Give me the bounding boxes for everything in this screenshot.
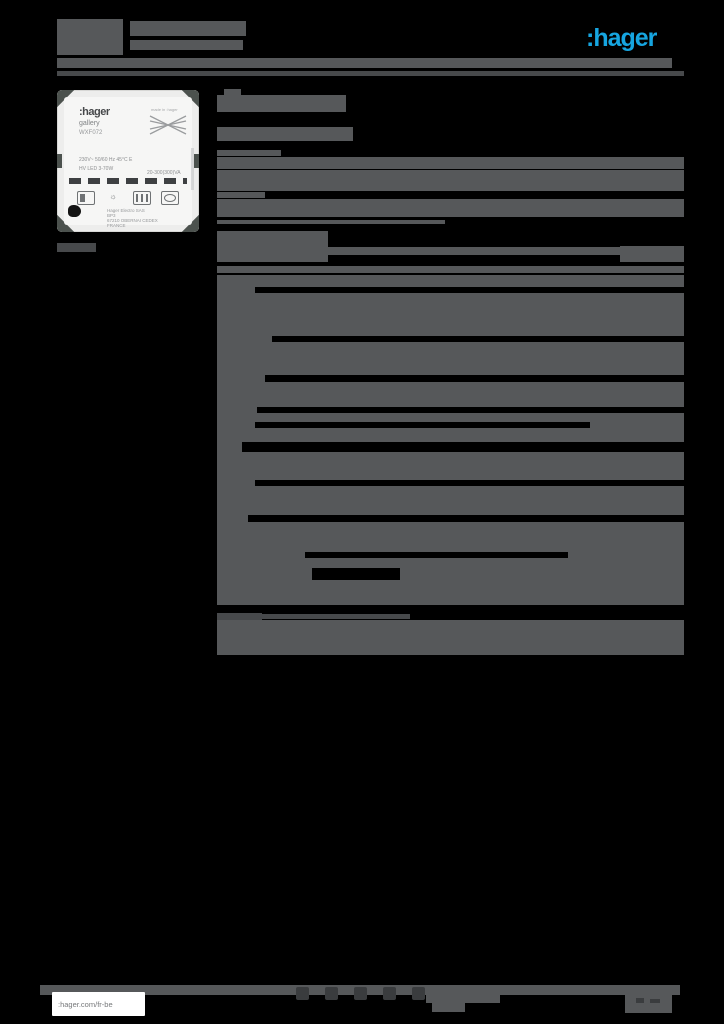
module-side-notch — [57, 154, 62, 168]
social-caption-bar — [432, 1003, 465, 1012]
voltage-rating-text: 230V~ 50/60 Hz 45°C E — [79, 157, 133, 163]
social-caption-bar — [426, 995, 500, 1003]
approval-mark — [68, 205, 81, 217]
redacted-text-bar — [57, 71, 684, 76]
wiring-diagram-icon — [147, 113, 189, 137]
redacted-text-bar — [590, 420, 684, 428]
redacted-text-bar — [57, 19, 123, 55]
module-range-text: gallery — [79, 120, 100, 127]
redacted-text-bar — [217, 199, 684, 217]
module-brand-text: :hager — [79, 106, 110, 118]
redacted-text-bar — [262, 614, 410, 619]
redacted-text-bar — [217, 309, 684, 336]
redacted-text-bar — [217, 95, 346, 112]
footer-page-badge — [625, 985, 672, 1013]
redacted-text-bar — [217, 442, 242, 452]
redacted-text-bar — [217, 192, 265, 198]
redacted-text-bar — [57, 58, 672, 68]
product-photo — [57, 90, 199, 232]
redacted-text-bar — [217, 428, 684, 442]
redacted-text-bar — [217, 266, 684, 273]
redacted-text-bar — [217, 220, 445, 224]
redacted-text-bar — [322, 247, 624, 255]
module-reference-text: WXF072 — [79, 130, 103, 136]
redacted-text-bar — [130, 40, 243, 50]
redacted-text-bar — [217, 375, 265, 382]
redacted-text-bar — [130, 21, 246, 36]
redacted-text-bar — [57, 243, 96, 252]
redacted-text-bar — [217, 486, 684, 515]
redacted-text-bar — [217, 382, 684, 407]
redacted-text-bar — [620, 246, 684, 262]
website-url[interactable]: :hager.com/fr-be — [58, 1000, 113, 1009]
website-link-box[interactable] — [52, 992, 145, 1016]
social-icon-5[interactable] — [412, 987, 425, 1000]
redacted-text-bar — [217, 127, 353, 141]
vertical-batch-code — [191, 148, 194, 190]
redacted-text-bar — [217, 580, 684, 605]
load-rating-text: HV LED 3-70W — [79, 166, 114, 172]
redacted-text-bar — [217, 275, 684, 287]
redacted-text-bar — [217, 342, 684, 375]
redacted-text-bar — [217, 620, 684, 655]
social-icon-3[interactable] — [354, 987, 367, 1000]
redacted-text-bar — [217, 150, 281, 156]
redacted-text-bar — [217, 522, 684, 552]
redacted-text-bar — [217, 157, 684, 169]
va-rating-text: 20-300(300)VA — [147, 170, 181, 176]
redacted-text-bar — [217, 558, 684, 568]
lamp-icon — [161, 191, 179, 205]
made-in-text: made in :hager — [151, 107, 178, 112]
social-icon-2[interactable] — [325, 987, 338, 1000]
terminal-slots — [69, 178, 187, 184]
redacted-text-bar — [217, 568, 312, 580]
social-icon-4[interactable] — [383, 987, 396, 1000]
redacted-text-bar — [217, 293, 684, 309]
redacted-text-bar — [217, 452, 684, 480]
manufacturer-address: Hager Electro SAS BP3 67210 OBERNAI CEDEX FRANCE — [107, 208, 158, 228]
redacted-text-bar — [217, 231, 328, 262]
redacted-text-bar — [217, 515, 248, 522]
brightness-sun-icon: ☼ — [109, 192, 117, 201]
redacted-text-bar — [400, 568, 684, 580]
hager-logo: :hager — [586, 24, 657, 52]
social-icon-1[interactable] — [296, 987, 309, 1000]
module-terminals-icon — [133, 191, 151, 205]
dimmer-icon — [77, 191, 95, 205]
redacted-text-bar — [217, 613, 262, 620]
redacted-text-bar — [217, 170, 684, 191]
module-side-notch — [194, 154, 199, 168]
